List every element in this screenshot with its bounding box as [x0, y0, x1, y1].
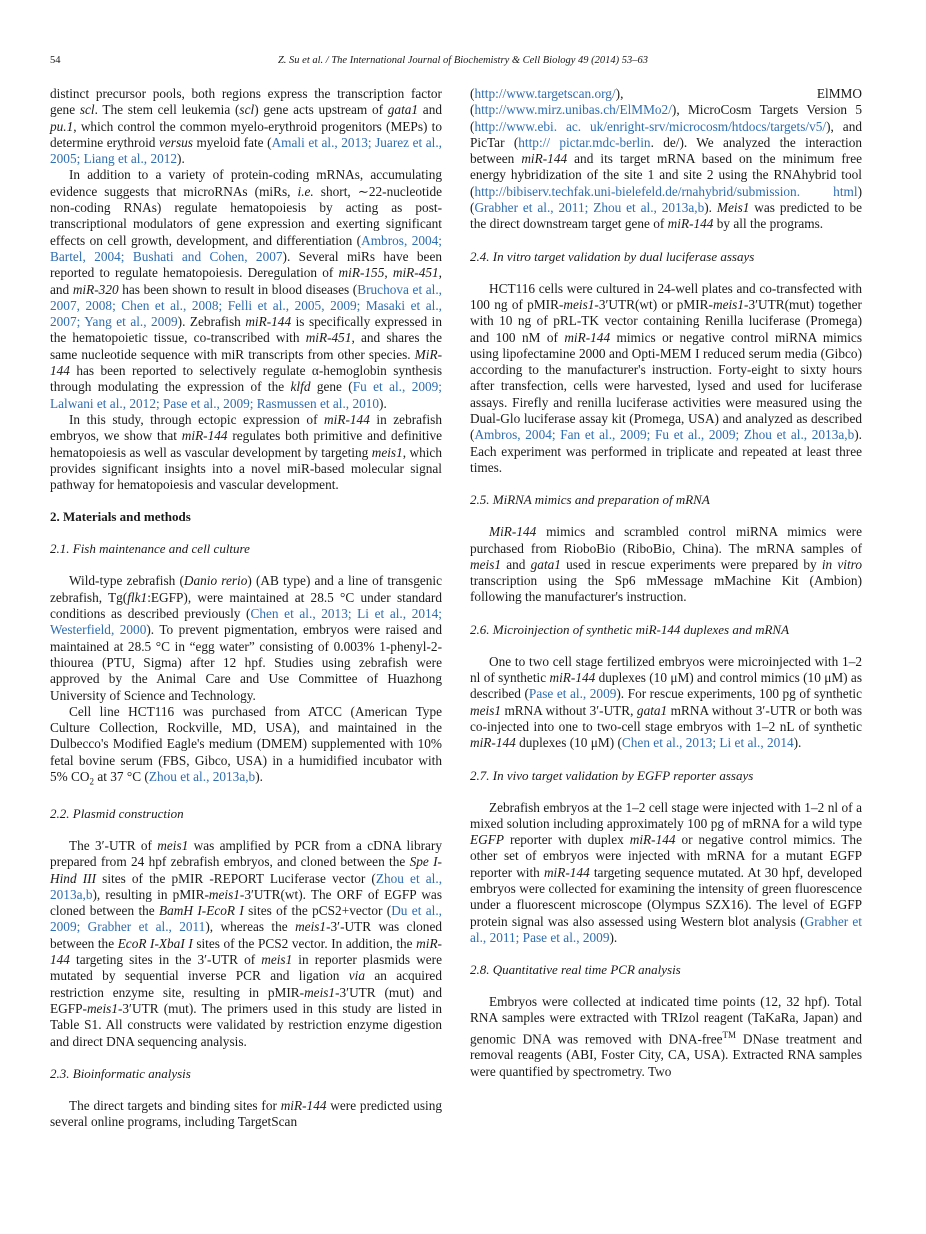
text-run: reporter with duplex	[503, 832, 630, 848]
text-run: -3′UTR(wt). The ORF of EGFP was cloned between the	[50, 886, 442, 919]
text-run: was amplified by PCR from a cDNA library prepared from 24 hpf zebrafish embryos, and cloned between the	[50, 837, 442, 870]
text-run: ).	[793, 735, 802, 751]
text-run: , and	[50, 265, 442, 297]
subsection-heading: 2.6. Microinjection of synthetic miR-144 duplexes and mRNA	[470, 621, 790, 637]
text-run: :EGFP), were maintained at 28.5 °C under standard conditions as described previously (	[50, 589, 442, 622]
body-paragraph	[470, 86, 862, 233]
text-run: Cell line HCT116 was purchased from ATCC (American Type Culture Collection, Rockville, MD, USA), and maintained in the Dulbecco's Modified Eagle's medium (DMEM) supplemented with 10% fetal bovine serum (FBS, Gibco, USA) in a humidified incubator with 5% CO	[50, 703, 442, 784]
text-run: . The stem cell leukemia (	[94, 102, 240, 118]
subsection-heading: 2.5. MiRNA mimics and preparation of mRNA	[470, 492, 710, 508]
text-run: meis1	[304, 984, 336, 1000]
text-run: DNase treatment and removal reagents (ABI, Foster City, CA, USA). Extracted RNA samples were quantified by spectrometry. Two	[470, 1031, 863, 1079]
text-run: MiR-144	[50, 346, 442, 379]
text-run: -3′UTR (mut) and EGFP-	[50, 984, 442, 1016]
text-run: The 3′-UTR of	[69, 837, 158, 853]
text-run: EcoR I-XbaI I	[117, 935, 193, 951]
text-run: -3′UTR(mut) together with 10 ng of pRL-TK vector containing Renilla luciferase (Promega) and 100 nM of	[470, 296, 862, 345]
text-run: duplexes (10 μM) and control mimics (10 μM) as described (	[470, 670, 862, 702]
text-run: BamH I-EcoR I	[159, 903, 244, 919]
text-run: ) (	[470, 183, 862, 216]
text-run: in zebrafish embryos, we show that	[50, 411, 442, 444]
citation-link[interactable]: Fu et al., 2009; Lalwani et al., 2012; Pase et al., 2009; Rasmussen et al., 2010	[50, 379, 442, 411]
text-run: meis1	[470, 556, 502, 572]
text-run: has been shown to result in blood diseases (	[118, 281, 358, 297]
citation-link[interactable]: Chen et al., 2013; Li et al., 2014	[621, 735, 794, 751]
text-run: was predicted to be the direct downstream target gene of	[470, 200, 863, 232]
text-run: ), resulting in pMIR-	[92, 886, 209, 902]
text-run: ). For rescue experiments, 100 pg of synthetic	[616, 686, 862, 702]
text-run: meis1	[371, 444, 403, 460]
text-run: flk1	[127, 589, 148, 605]
subsection-heading: 2.7. In vivo target validation by EGFP reporter assays	[470, 767, 754, 783]
section-heading: 2. Materials and methods	[50, 509, 191, 525]
text-run: and	[501, 556, 531, 572]
text-run: via	[348, 968, 365, 984]
text-run: miR-144	[521, 151, 568, 167]
text-run: ) gene acts upstream of	[254, 102, 388, 118]
text-run: and its target mRNA based on the minimum free energy hybridization of the site 1 and site 2 using the RNAhybrid tool (	[470, 151, 862, 199]
text-run: miR-144	[280, 1097, 327, 1113]
text-run: ), and PicTar (	[470, 118, 862, 150]
text-run: i.e.	[297, 183, 314, 199]
text-run: ), MicroCosm Targets Version 5 (	[470, 102, 862, 134]
text-run: sites of the pCS2+vector (	[243, 903, 392, 919]
text-run: EGFP	[470, 832, 504, 848]
text-run: has been reported to selectively regulate α-hemoglobin synthesis through modulating the expression of the	[50, 363, 442, 395]
citation-link[interactable]: Zhou et al., 2013a,b	[50, 870, 443, 902]
text-run: ).	[177, 151, 185, 167]
text-run: -3′UTR(wt) or pMIR-	[594, 296, 713, 312]
text-run: gene (	[310, 379, 353, 395]
text-run: sites of the PCS2 vector. In addition, the	[192, 935, 417, 951]
body-paragraph	[50, 1098, 442, 1131]
text-run: in vitro	[821, 556, 862, 572]
text-run: gata1	[636, 702, 668, 718]
running-header: Z. Su et al. / The International Journal of Biochemistry & Cell Biology 49 (2014) 53–63	[277, 55, 649, 66]
text-run: miR-144	[470, 735, 516, 751]
text-run: -3′-UTR was cloned between the	[50, 919, 442, 951]
text-run: ). Each experiment was performed in triplicate and repeated at least three times.	[470, 427, 862, 475]
text-run: miR-144	[549, 670, 596, 686]
text-run: ). Zebrafish	[177, 314, 246, 330]
body-paragraph	[470, 281, 862, 477]
text-run: ). Several miRs have been reported to regulate hematopoiesis. Deregulation of	[50, 248, 443, 281]
text-run: meis1	[470, 702, 502, 718]
citation-link[interactable]: Bruchova et al., 2007, 2008; Chen et al., 2008; Felli et al., 2005, 2009; Masaki et al., 2007; Yang et al., 2009	[50, 281, 443, 330]
text-run: miR-144	[667, 216, 714, 232]
text-run: distinct precursor pools, both regions express the transcription factor gene	[50, 86, 442, 118]
subsection-heading: 2.4. In vitro target validation by dual luciferase assays	[470, 248, 755, 264]
text-run: mimics and scrambled control miRNA mimics were purchased from RioboBio (RiboBio, China). The mRNA samples of	[470, 524, 862, 556]
text-run: miR-144	[324, 411, 370, 427]
text-run: Zebrafish embryos at the 1–2 cell stage were injected with 1–2 nl of a mixed solution including approximately 100 pg of mRNA for a wild type	[470, 799, 862, 831]
text-run: MiR-144	[489, 524, 537, 540]
text-run: ).	[704, 200, 717, 216]
text-run: meis1	[712, 296, 745, 312]
body-paragraph	[50, 838, 442, 1050]
url-link[interactable]: http://bibiserv.techfak.uni-bielefeld.de/rnahybrid/submission. html	[474, 183, 858, 199]
text-run: scl	[79, 102, 95, 118]
text-run: ). To prevent pigmentation, embryos were raised and maintained at 28.5 °C in “egg water” consisting of 0.003% 1-phenyl-2-thiourea (PTU, Sigma) after 12 hpf. Studies using zebrafish were approved by the Animal Care and Use Committee of Huazhong University of Science and Technology.	[50, 622, 442, 703]
text-run: duplexes (10 μM) (	[515, 735, 622, 751]
text-run: short, ∼22-nucleotide non-coding RNAs) regulate hematopoiesis by acting as post-transcriptional modulators of gene expression and exerting significant effects on cell growth, development, and differentiation (	[50, 183, 442, 248]
text-run: meis1	[208, 886, 240, 902]
text-run: ), ElMMO (	[470, 86, 862, 118]
citation-link[interactable]: Amali et al., 2013; Juarez et al., 2005; Liang et al., 2012	[50, 134, 442, 167]
text-run: were predicted using several online programs, including TargetScan	[50, 1097, 443, 1130]
text-run: In addition to a variety of protein-coding mRNAs, accumulating evidence suggests that microRNAs (miRs,	[50, 167, 442, 199]
text-run: miR-144	[181, 428, 228, 444]
text-run: mRNA without 3′-UTR,	[501, 702, 637, 718]
text-run: , which provides significant insights into a novel miR-based molecular signal pathway for hematopoiesis and vascular development.	[50, 444, 442, 493]
text-run: Meis1	[716, 200, 750, 216]
text-run: mRNA without 3′-UTR or both was co-injected into one to two-cell stage embryos with 1–2 nL of synthetic	[470, 702, 863, 734]
subsection-heading: 2.8. Quantitative real time PCR analysis	[470, 962, 681, 978]
text-run: miR-155	[338, 265, 385, 281]
text-run: klfd	[290, 379, 311, 395]
text-run: In this study, through ectopic expression of	[69, 411, 325, 427]
citation-link[interactable]: Zhou et al., 2013a,b	[148, 768, 256, 784]
text-run: Wild-type zebrafish (	[69, 573, 184, 589]
citation-link[interactable]: Chen et al., 2013; Li et al., 2014; Westerfield, 2000	[50, 606, 442, 638]
text-run: meis1	[157, 837, 189, 853]
text-run: targeting sequence mutated. At 30 hpf, developed embryos were collected for examining the intensity of green fluorescence under a fluorescent microscope (Olympus SZX16). The level of EGFP protein signal was also assessed using Western blot analysis (	[470, 864, 862, 929]
text-run: in reporter plasmids were mutated by sequential inverse PCR and ligation	[50, 952, 442, 984]
citation-link[interactable]: Pase et al., 2009	[528, 686, 617, 702]
body-paragraph	[50, 573, 442, 703]
text-run: The direct targets and binding sites for	[69, 1097, 281, 1113]
citation-link[interactable]: Ambros, 2004; Fan et al., 2009; Fu et al., 2009; Zhou et al., 2013a,b	[474, 427, 855, 443]
body-paragraph	[50, 704, 442, 790]
text-run: ), whereas the	[205, 919, 296, 935]
text-run: Embryos were collected at indicated time points (12, 32 hpf). Total RNA samples were extracted with TRIzol reagent (TaKaRa, Japan) and genomic DNA was removed with DNA-free	[470, 994, 862, 1047]
subsection-heading: 2.1. Fish maintenance and cell culture	[50, 541, 250, 557]
text-run: miR-144	[564, 329, 611, 345]
url-link[interactable]: http:// pictar.mdc-berlin	[518, 134, 651, 150]
text-run: at 37 °C (	[94, 768, 149, 784]
text-run: is specifically expressed in the hematopoietic tissue, co-transcribed with	[50, 314, 442, 346]
text-run: meis1	[563, 296, 595, 312]
citation-link[interactable]: Du et al., 2009; Grabher et al., 2011	[50, 903, 442, 935]
text-run: ,	[384, 265, 393, 281]
text-run: Danio rerio	[183, 573, 248, 589]
text-run: meis1	[86, 1000, 118, 1016]
subsection-heading: 2.2. Plasmid construction	[50, 805, 184, 821]
text-run: -3′UTR (mut). The primers used in this study are listed in Table S1. All constructs were validated by restriction enzyme digestion and direct DNA sequencing analysis.	[50, 1000, 442, 1049]
body-paragraph	[50, 167, 442, 411]
text-run: scl	[239, 102, 255, 118]
text-run: meis1	[261, 952, 293, 968]
text-run: miR-144	[50, 935, 442, 968]
text-run: . de/). We analyzed the interaction between	[470, 134, 862, 167]
text-run: pu.1	[50, 118, 74, 134]
text-run: 2	[89, 776, 95, 787]
text-run: by all the programs.	[713, 216, 824, 232]
text-run: , and shares the same nucleotide sequence with miR transcripts from other species.	[50, 330, 442, 362]
subsection-heading: 2.3. Bioinformatic analysis	[50, 1065, 191, 1081]
citation-link[interactable]: Grabher et al., 2011; Pase et al., 2009	[470, 913, 862, 945]
text-run: miR-144	[245, 314, 292, 330]
text-run: miR-320	[72, 281, 119, 297]
body-paragraph	[470, 524, 862, 605]
text-run: ).	[255, 768, 263, 784]
text-run: gata1	[387, 102, 419, 118]
body-paragraph	[50, 412, 442, 493]
text-run: Spe I-Hind III	[50, 854, 442, 886]
text-run: , which control the common myelo-erythroid progenitors (MEPs) to determine erythroid	[50, 118, 442, 150]
text-run: (	[470, 86, 475, 101]
url-link[interactable]: http://www.mirz.unibas.ch/ElMMo2/	[474, 102, 672, 118]
text-run: HCT116 cells were cultured in 24-well plates and co-transfected with 100 ng of pMIR-	[470, 280, 862, 312]
text-run: TM	[722, 1029, 737, 1040]
text-run: meis1	[295, 919, 327, 935]
text-run: regulates both primitive and definitive hematopoiesis as well as vascular development by targeting	[50, 428, 442, 460]
text-run: miR-144	[543, 864, 590, 880]
text-run: One to two cell stage fertilized embryos were microinjected with 1–2 nl of synthetic	[470, 653, 862, 686]
text-run: an acquired restriction enzyme site, resulting in pMIR-	[50, 968, 442, 1000]
body-paragraph	[50, 86, 442, 167]
page-number: 54	[50, 55, 61, 66]
citation-link[interactable]: Ambros, 2004; Bartel, 2004; Bushati and Cohen, 2007	[50, 232, 442, 264]
text-run: and	[418, 102, 442, 118]
text-run: myeloid fate (	[192, 134, 272, 150]
text-run: mimics or negative control miRNA mimics using lipofectamine 2000 and Opti-MEM I reduced serum media (Gibco) according to the manufacturer's instruction. Forty-eight to sixty hours after transfection, cells were harvested, lysed and used for luciferase assays. Firefly and renilla luciferase activities were measured using the Dual-Glo luciferase assay kit (Promega, USA) and analyzed as described (	[470, 329, 862, 443]
text-run: miR-451	[305, 330, 352, 346]
body-paragraph	[470, 800, 862, 947]
citation-link[interactable]: Grabher et al., 2011; Zhou et al., 2013a,b	[474, 200, 705, 216]
text-run: miR-451	[392, 265, 439, 281]
text-run: used in rescue experiments were prepared by	[560, 556, 822, 572]
text-run: miR-144	[629, 832, 676, 848]
body-paragraph	[470, 994, 862, 1080]
text-run: ) (AB type) and a line of transgenic zebrafish, Tg(	[50, 573, 442, 605]
text-run: versus	[159, 134, 193, 150]
url-link[interactable]: http://www.ebi. ac. uk/enright-srv/microcosm/htdocs/targets/v5/	[474, 118, 827, 134]
text-run: or negative control mimics. The other set of embryos were injected with mRNA for a mutant EGFP reporter with	[470, 832, 862, 880]
text-run: transcription using the Sp6 mMessage mMachine Kit (Ambion) following the manufacturer's instruction.	[470, 573, 862, 605]
right-column	[470, 86, 862, 1080]
url-link[interactable]: http://www.targetscan.org/	[474, 86, 616, 101]
text-run: ).	[379, 395, 387, 411]
text-run: targeting sites in the 3′-UTR of	[69, 952, 262, 968]
text-run: sites of the pMIR -REPORT Luciferase vector (	[96, 870, 376, 886]
left-column	[50, 86, 442, 1130]
text-run: ).	[609, 929, 618, 945]
text-run: gata1	[530, 556, 561, 572]
body-paragraph	[470, 654, 862, 752]
